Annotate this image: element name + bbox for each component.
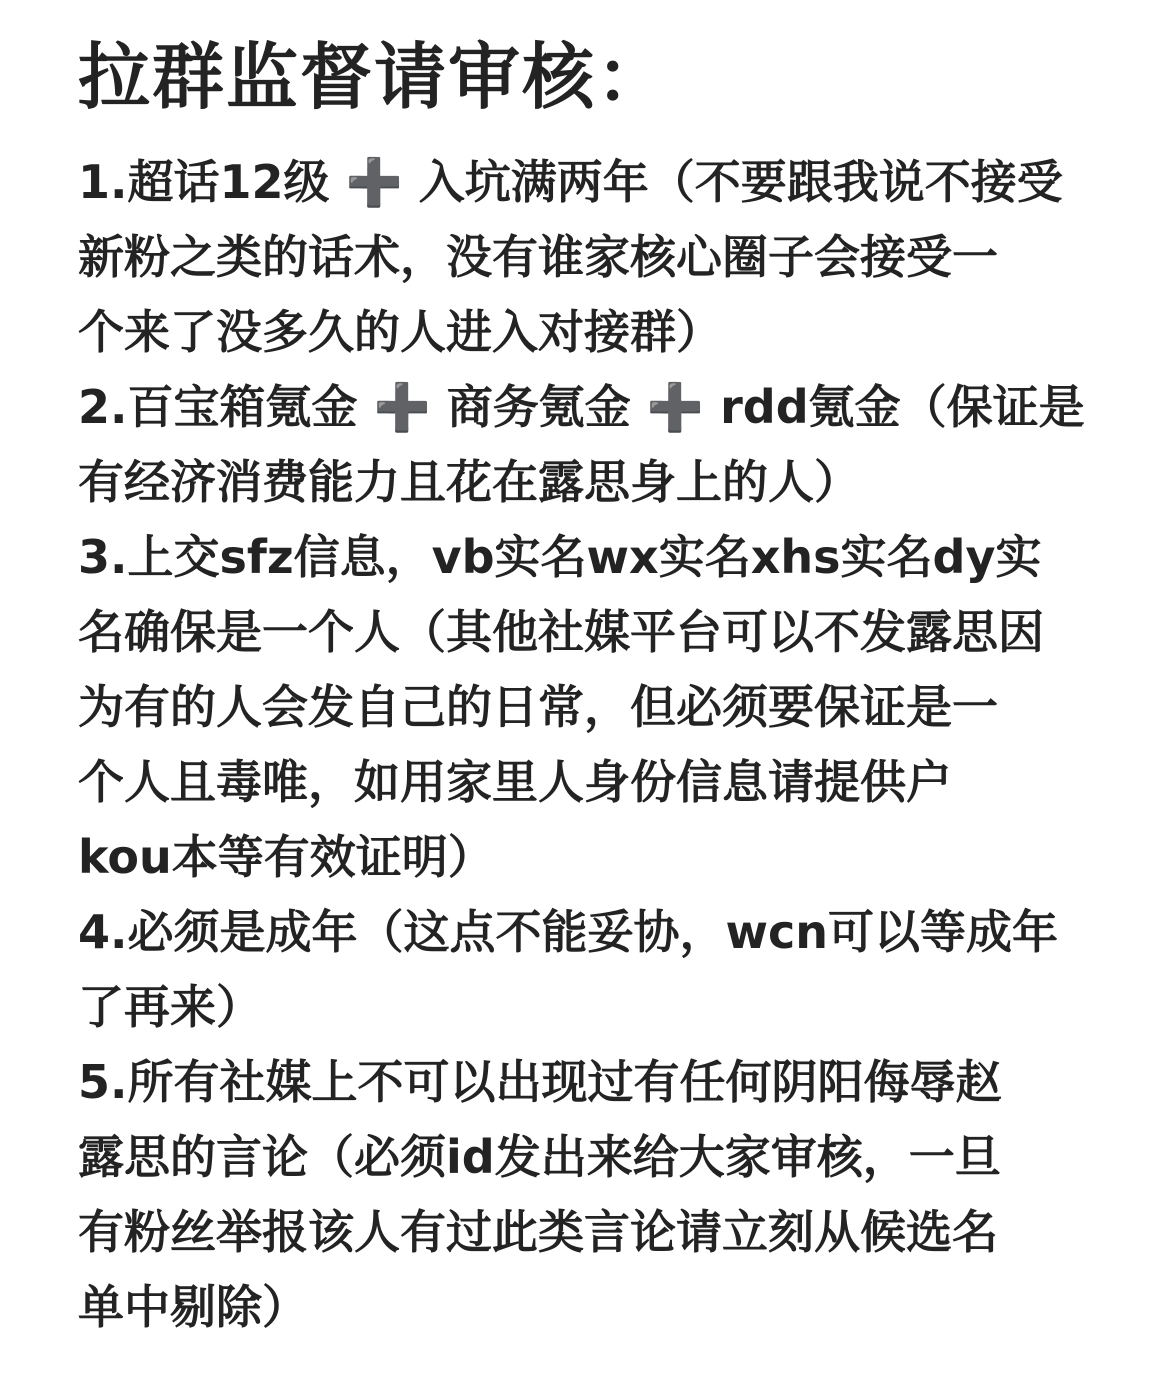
text-line: 1.超话12级 ➕ 入坑满两年（不要跟我说不接受	[78, 155, 1063, 209]
text-line: kou本等有效证明）	[78, 830, 494, 884]
text-line: 5.所有社媒上不可以出现过有任何阴阳侮辱赵	[78, 1055, 1002, 1109]
text-line: 为有的人会发自己的日常，但必须要保证是一	[78, 680, 998, 734]
text-line: 新粉之类的话术，没有谁家核心圈子会接受一	[78, 230, 998, 284]
text-line: 2.百宝箱氪金 ➕ 商务氪金 ➕ rdd氪金（保证是	[78, 380, 1085, 434]
text-line: 了再来）	[78, 980, 262, 1034]
text-line: 4.必须是成年（这点不能妥协，wcn可以等成年	[78, 905, 1058, 959]
text-line: 个来了没多久的人进入对接群）	[78, 305, 722, 359]
text-line: 有经济消费能力且花在露思身上的人）	[78, 455, 860, 509]
page-title: 拉群监督请审核：	[78, 35, 671, 119]
text-line: 3.上交sfz信息，vb实名wx实名xhs实名dy实	[78, 530, 1042, 584]
text-line: 露思的言论（必须id发出来给大家审核，一旦	[78, 1130, 1001, 1184]
text-line: 个人且毒唯，如用家里人身份信息请提供户	[78, 755, 952, 809]
text-line: 有粉丝举报该人有过此类言论请立刻从候选名	[78, 1205, 998, 1259]
text-line: 单中剔除）	[78, 1280, 308, 1334]
text-line: 名确保是一个人（其他社媒平台可以不发露思因	[78, 605, 1044, 659]
